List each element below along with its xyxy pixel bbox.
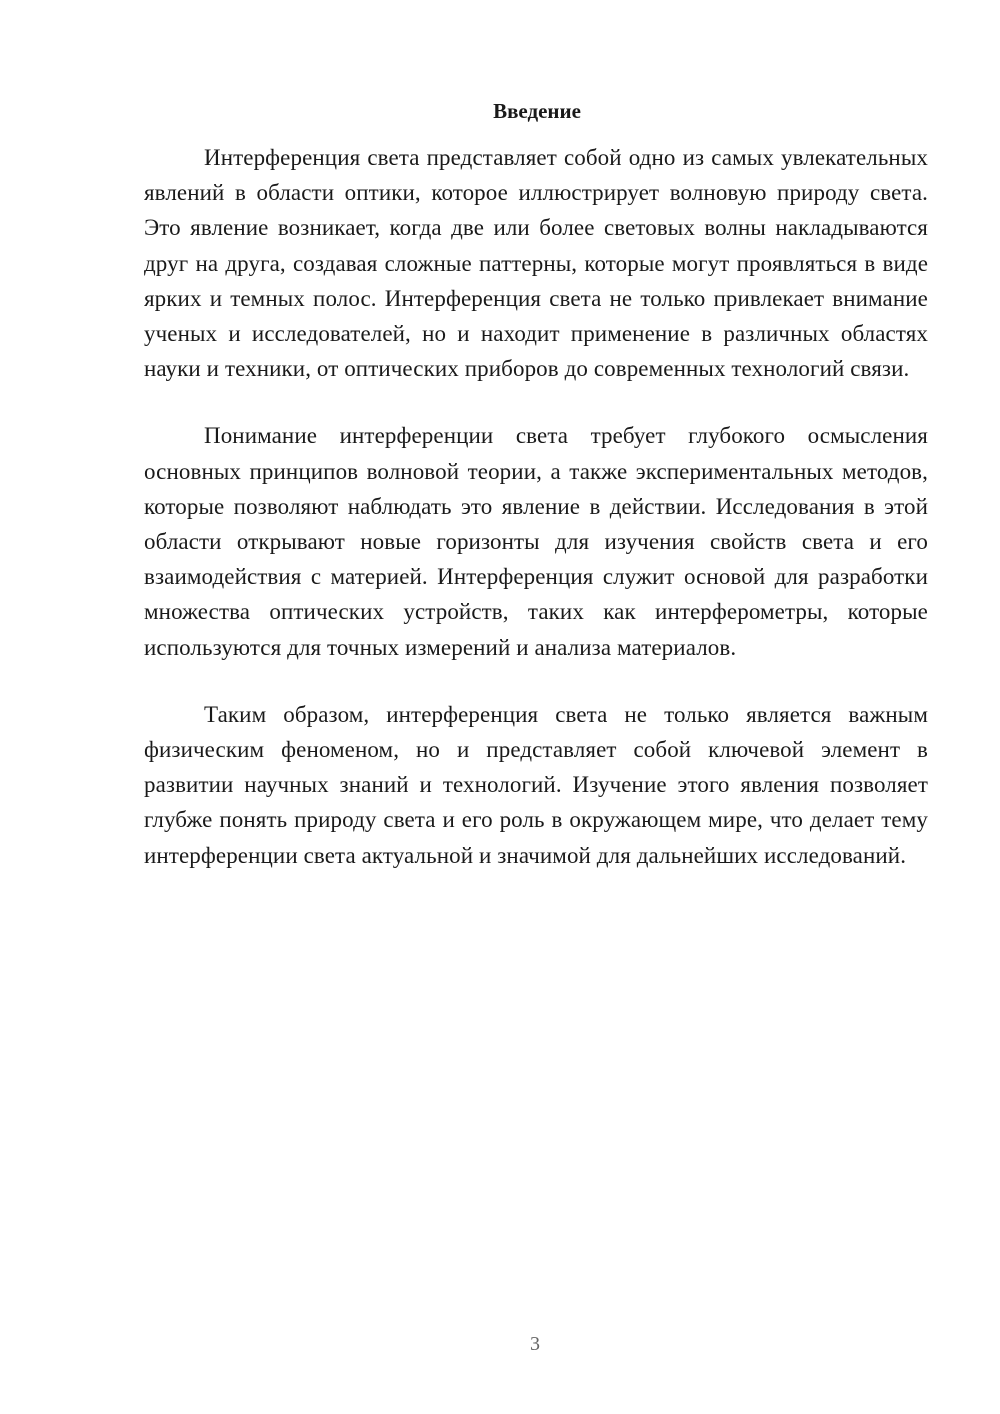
paragraph-2: Понимание интерференции света требует глубокого осмысления основных принципов волновой теории, а также экспериментальных методов, которые позволяют наблюдать это явление в действии. Исследования в этой области открывают новые горизонты для изучения свойств света и его взаимодействия с материей. Интерференция служит основой для разработки множества оптических устройств, таких как интерферометры, которые используются для точных измерений и анализа материалов. [144, 423, 928, 660]
page-number: 3 [530, 1333, 540, 1355]
paragraph-3: Таким образом, интерференция света не только является важным физическим феноменом, но и представляет собой ключевой элемент в развитии научных знаний и технологий. Изучение этого явления позволяет глубже понять природу света и его роль в окружающем мире, что делает тему интерференции света актуальной и значимой для дальнейших исследований. [144, 701, 928, 868]
section-heading: Введение [493, 99, 581, 123]
paragraph-1: Интерференция света представляет собой одно из самых увлекательных явлений в области оптики, которое иллюстрирует волновую природу света. Это явление возникает, когда две или более световых волны накладываются друг на друга, создавая сложные паттерны, которые могут проявляться в виде ярких и темных полос. Интерференция света не только привлекает внимание ученых и исследователей, но и находит применение в различных областях науки и техники, от оптических приборов до современных технологий связи. [144, 145, 928, 382]
page-content [144, 96, 928, 905]
